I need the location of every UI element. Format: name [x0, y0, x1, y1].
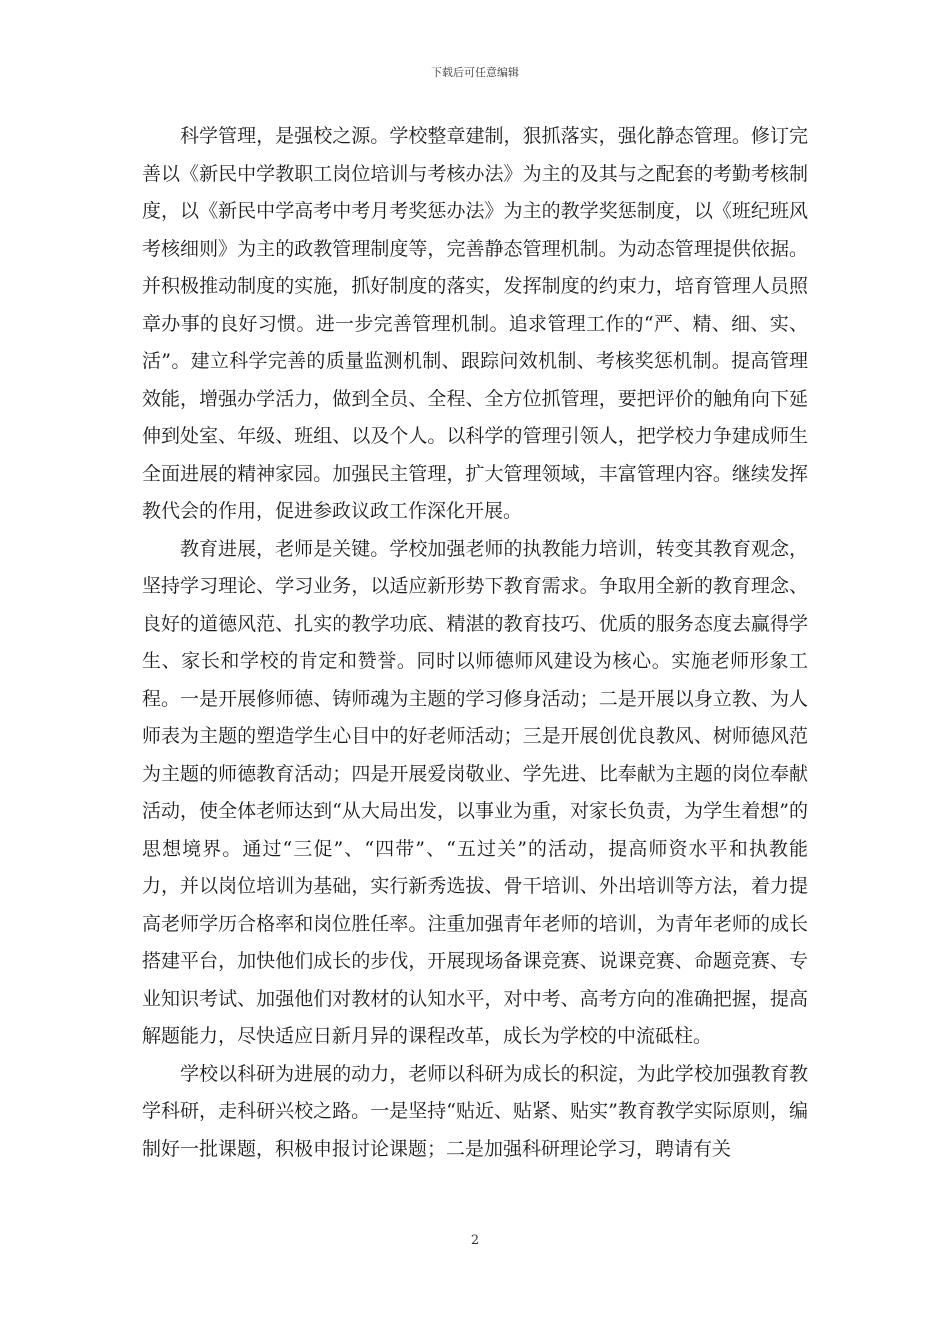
page-header: 下载后可任意编辑 — [431, 66, 519, 79]
paragraph-research: 学校以科研为进展的动力，老师以科研为成长的积淀，为此学校加强教育教学科研，走科研兴校之路。一是坚持“贴近、贴紧、贴实”教育教学实际原则，编制好一批课题，积极申报讨论课题；二是加强科研理论学习，聘请有关 — [142, 1062, 808, 1160]
document-body — [142, 118, 808, 1168]
page-number: 2 — [470, 1233, 480, 1248]
paragraph-management: 科学管理，是强校之源。学校整章建制，狠抓落实，强化静态管理。修订完善以《新民中学教职工岗位培训与考核办法》为主的及其与之配套的考勤考核制度，以《新民中学高考中考月考奖惩办法》为主的教学奖惩制度，以《班纪班风考核细则》为主的政教管理制度等，完善静态管理机制。为动态管理提供依据。并积极推动制度的实施，抓好制度的落实，发挥制度的约束力，培育管理人员照章办事的良好习惯。进一步完善管理机制。追求管理工作的“严、精、细、实、活”。建立科学完善的质量监测机制、跟踪问效机制、考核奖惩机制。提高管理效能，增强办学活力，做到全员、全程、全方位抓管理，要把评价的触角向下延伸到处室、年级、班组、以及个人。以科学的管理引领人，把学校力争建成师生全面进展的精神家园。加强民主管理，扩大管理领域，丰富管理内容。继续发挥教代会的作用，促进参政议政工作深化开展。 — [142, 125, 808, 522]
paragraph-teachers: 教育进展，老师是关键。学校加强老师的执教能力培训，转变其教育观念，坚持学习理论、学习业务，以适应新形势下教育需求。争取用全新的教育理念、良好的道德风范、扎实的教学功底、精湛的教育技巧、优质的服务态度去赢得学生、家长和学校的肯定和赞誉。同时以师德师风建设为核心。实施老师形象工程。一是开展修师德、铸师魂为主题的学习修身活动；二是开展以身立教、为人师表为主题的塑造学生心目中的好老师活动；三是开展创优良教风、树师德风范为主题的师德教育活动；四是开展爱岗敬业、学先进、比奉献为主题的岗位奉献活动，使全体老师达到“从大局出发，以事业为重，对家长负责，为学生着想”的思想境界。通过“三促”、“四带”、“五过关”的活动，提高师资水平和执教能力，并以岗位培训为基础，实行新秀选拔、骨干培训、外出培训等方法，着力提高老师学历合格率和岗位胜任率。注重加强青年老师的培训，为青年老师的成长搭建平台，加快他们成长的步伐，开展现场备课竞赛、说课竞赛、命题竞赛、专业知识考试、加强他们对教材的认知水平，对中考、高考方向的准确把握，提高解题能力，尽快适应日新月异的课程改革，成长为学校的中流砥柱。 — [142, 537, 808, 1047]
